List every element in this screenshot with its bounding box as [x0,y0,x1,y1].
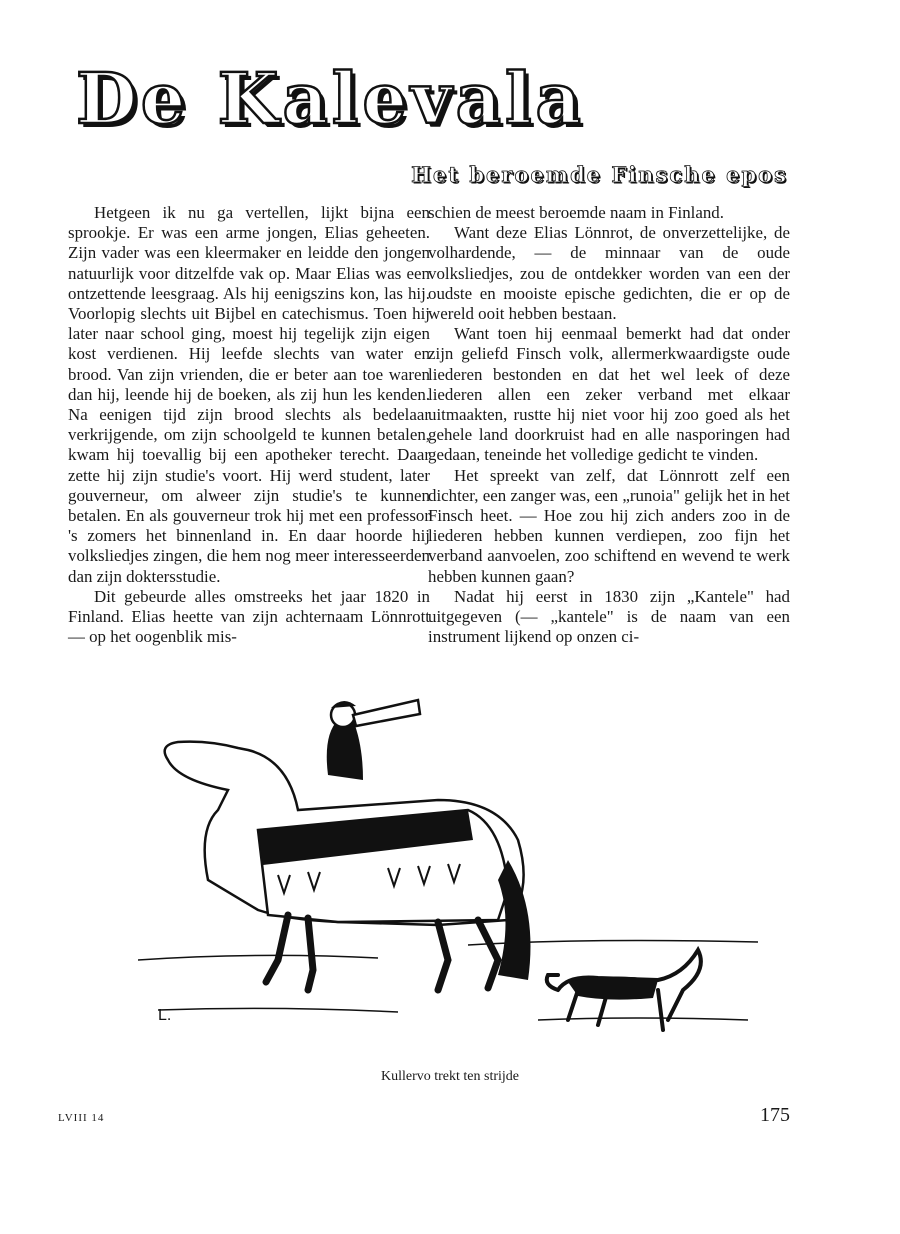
left-column [68,203,430,647]
right-column [428,203,790,647]
kullervo-illustration [138,690,758,1050]
illustration-signature: L. [158,1007,172,1024]
article-subtitle: Het beroemde Finsche epos [411,162,788,187]
illustration-caption: Kullervo trekt ten strijde [380,1069,520,1084]
paragraph: Want deze Elias Lönnrot, de onverzettelijke, de volhardende, — de minnaar van de oude volksliedjes, zou de ontdekker worden van een der oudste en mooiste epische gedichten, die er op de wereld ooit hebben bestaan. [428,223,790,324]
paragraph: Nadat hij eerst in 1830 zijn „Kantele" had uitgegeven (— „kantele" is de naam van een instrument lijkend op onzen ci- [428,586,790,647]
paragraph: Want toen hij eenmaal bemerkt had dat onder zijn geliefd Finsch volk, allermerkwaardigste oude liederen bestonden en dat het wel leek of deze liederen allen een zeker verband met elkaar uitmaakten, rustte hij niet voor hij zoo goed als het gehele land doorkruist had en alle nasporingen had gedaan, teneinde het volledige gedicht te vinden. [428,324,790,465]
paragraph: schien de meest beroemde naam in Finland. [428,203,724,222]
paragraph: Het spreekt van zelf, dat Lönnrott zelf een dichter, een zanger was, een „runoia" gelijk het in het Finsch heet. — Hoe zou hij zich anders zoo in de liederen hebben kunnen verdiepen, zoo fijn het verband aanvoelen, zoo schiftend en wevend te werk hebben kunnen gaan? [428,465,790,586]
article-title: De Kalevala [76,57,585,140]
paragraph: Dit gebeurde alles omstreeks het jaar 1820 in Finland. Elias heette van zijn achternaam Lönnrott — op het oogenblik mis- [68,586,430,647]
page-number: 175 [760,1104,790,1126]
signature-mark: LVIII 14 [58,1112,105,1124]
paragraph: Hetgeen ik nu ga vertellen, lijkt bijna een sprookje. Er was een arme jongen, Elias geheeten. Zijn vader was een kleermaker en leidde den jongen natuurlijk voor ditzelfde vak op. Maar Elias was een ontzettende leesgraag. Als hij eenigszins kon, las hij. Voorlopig slechts uit Bijbel en catechismus. Toen hij later naar school ging, moest hij tegelijk zijn eigen kost verdienen. Hij leefde slechts van water en brood. Van zijn vrienden, die er beter aan toe waren dan hij, leende hij de boeken, als zij hun les kenden. Na eenigen tijd zijn brood slechts als bedelaar verkrijgende, om zijn schoolgeld te kunnen betalen, kwam hij toevallig bij een apotheker terecht. Daar zette hij zijn studie's voort. Hij werd student, later gouverneur, om alweer zijn studie's te kunnen betalen. En als gouverneur trok hij met een professor 's zomers het binnenland in. En daar hoorde hij volksliedjes zingen, die hem nog meer interesseerden dan zijn doktersstudie. [68,203,430,586]
